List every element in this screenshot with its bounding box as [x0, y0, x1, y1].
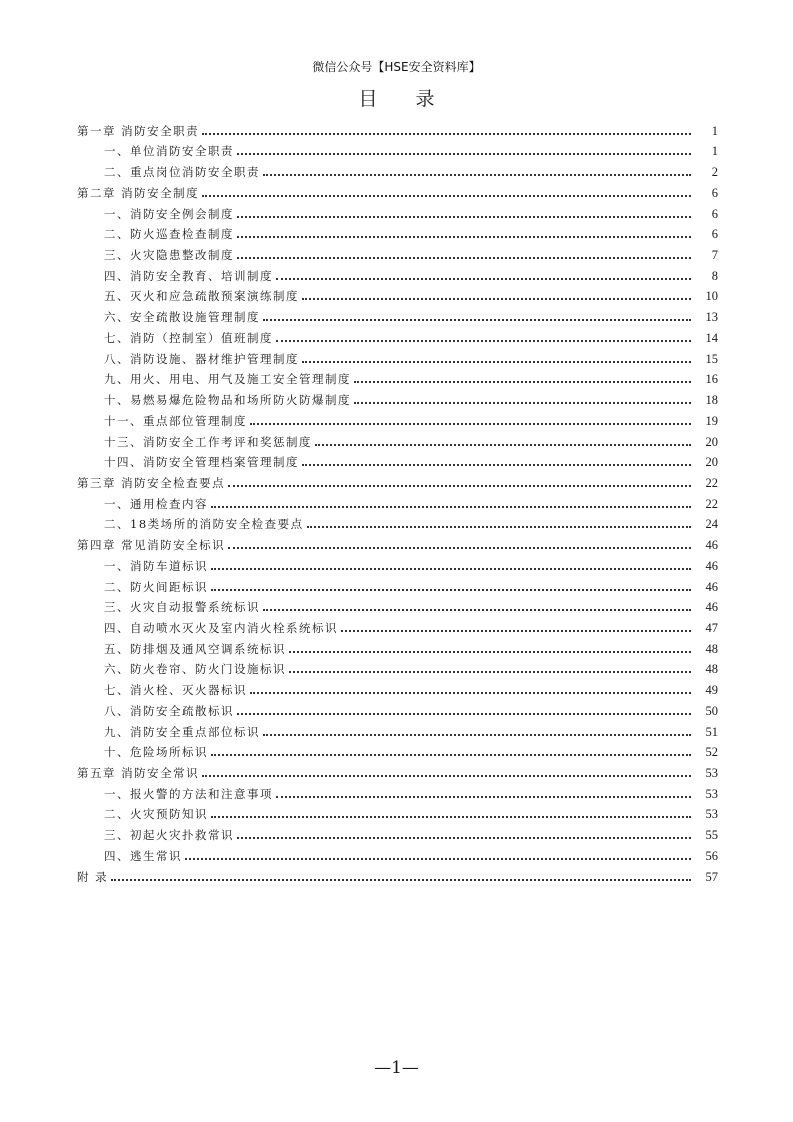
- dot-leader: [354, 381, 691, 383]
- toc-entry-page-number: 22: [705, 475, 718, 490]
- toc-entry-page-number: 46: [705, 579, 718, 594]
- dot-leader: [263, 174, 691, 176]
- dot-leader: [263, 734, 691, 736]
- dot-leader: [263, 319, 691, 321]
- table-of-contents: [77, 118, 718, 885]
- dot-leader: [276, 796, 691, 798]
- toc-entry-label: 一、消防安全例会制度: [104, 206, 234, 221]
- dot-leader: [211, 506, 691, 508]
- toc-entry-page-number: 15: [705, 351, 718, 366]
- dot-leader: [211, 816, 691, 818]
- toc-section-entry[interactable]: [77, 615, 718, 636]
- toc-entry-page-number: 53: [705, 766, 718, 780]
- toc-section-entry[interactable]: [77, 553, 718, 574]
- toc-entry-page-number: 10: [705, 289, 718, 304]
- toc-section-entry[interactable]: [77, 387, 718, 408]
- toc-entry-label: 四、消防安全教育、培训制度: [104, 268, 273, 283]
- toc-section-entry[interactable]: [77, 677, 718, 698]
- toc-entry-page-number: 47: [705, 620, 718, 635]
- toc-entry-page-number: 7: [711, 248, 718, 263]
- toc-entry-label: 七、消防（控制室）值班制度: [104, 330, 273, 345]
- toc-section-entry[interactable]: [77, 429, 718, 450]
- dot-leader: [237, 153, 691, 155]
- toc-entry-label: 五、防排烟及通风空调系统标识: [104, 641, 286, 656]
- toc-entry-label: 附 录: [77, 869, 109, 884]
- toc-section-entry[interactable]: [77, 284, 718, 305]
- dot-leader: [237, 837, 691, 839]
- dot-leader: [302, 361, 691, 363]
- dot-leader: [237, 236, 691, 238]
- toc-entry-label: 一、通用检查内容: [104, 496, 208, 511]
- toc-entry-page-number: 48: [705, 662, 718, 677]
- toc-section-entry[interactable]: [77, 636, 718, 657]
- toc-section-entry[interactable]: [77, 843, 718, 864]
- dot-leader: [202, 775, 691, 777]
- toc-chapter-entry[interactable]: [77, 864, 718, 885]
- toc-entry-page-number: 24: [705, 517, 718, 532]
- dot-leader: [263, 609, 691, 611]
- toc-section-entry[interactable]: [77, 802, 718, 823]
- dot-leader: [276, 278, 691, 280]
- dot-leader: [307, 526, 691, 528]
- toc-entry-label: 二、火灾预防知识: [104, 807, 208, 822]
- toc-entry-label: 二、防火间距标识: [104, 579, 208, 594]
- toc-entry-page-number: 14: [705, 330, 718, 345]
- toc-entry-page-number: 50: [705, 703, 718, 718]
- toc-section-entry[interactable]: [77, 159, 718, 180]
- dot-leader: [276, 340, 691, 342]
- toc-entry-page-number: 8: [711, 268, 718, 283]
- toc-entry-page-number: 46: [705, 600, 718, 615]
- toc-section-entry[interactable]: [77, 263, 718, 284]
- toc-entry-label: 第三章 消防安全检查要点: [77, 475, 226, 490]
- dot-leader: [185, 858, 691, 860]
- toc-entry-page-number: 49: [705, 683, 718, 698]
- page-header: 微信公众号【HSE安全资料库】: [312, 60, 481, 74]
- toc-entry-page-number: 6: [711, 185, 718, 200]
- toc-entry-label: 一、单位消防安全职责: [104, 144, 234, 159]
- dot-leader: [211, 754, 691, 756]
- toc-section-entry[interactable]: [77, 450, 718, 471]
- toc-entry-label: 二、18类场所的消防安全检查要点: [104, 517, 304, 532]
- dot-leader: [289, 651, 691, 653]
- toc-entry-label: 第一章 消防安全职责: [77, 123, 200, 138]
- toc-section-entry[interactable]: [77, 740, 718, 761]
- toc-entry-label: 五、灭火和应急疏散预案演练制度: [104, 289, 299, 304]
- dot-leader: [289, 671, 691, 673]
- toc-entry-label: 九、消防安全重点部位标识: [104, 724, 260, 739]
- toc-chapter-entry[interactable]: [77, 118, 718, 139]
- toc-entry-label: 二、防火巡查检查制度: [104, 227, 234, 242]
- toc-entry-label: 七、消火栓、灭火器标识: [104, 683, 247, 698]
- dot-leader: [211, 568, 691, 570]
- toc-entry-page-number: 19: [705, 413, 718, 428]
- dot-leader: [111, 879, 691, 881]
- toc-section-entry[interactable]: [77, 325, 718, 346]
- toc-entry-label: 四、逃生常识: [104, 848, 182, 863]
- toc-entry-label: 九、用火、用电、用气及施工安全管理制度: [104, 372, 351, 387]
- toc-section-entry[interactable]: [77, 781, 718, 802]
- toc-chapter-entry[interactable]: [77, 470, 718, 491]
- toc-entry-page-number: 1: [711, 123, 718, 138]
- toc-entry-page-number: 13: [705, 310, 718, 325]
- toc-section-entry[interactable]: [77, 408, 718, 429]
- toc-entry-label: 第四章 常见消防安全标识: [77, 538, 226, 553]
- toc-entry-label: 六、安全疏散设施管理制度: [104, 310, 260, 325]
- dot-leader: [228, 485, 691, 487]
- toc-entry-page-number: 53: [705, 786, 718, 801]
- dot-leader: [302, 464, 691, 466]
- toc-section-entry[interactable]: [77, 719, 718, 740]
- toc-section-entry[interactable]: [77, 222, 718, 243]
- toc-entry-label: 三、初起火灾扑救常识: [104, 828, 234, 843]
- page-number: —1—: [374, 1058, 419, 1078]
- toc-section-entry[interactable]: [77, 304, 718, 325]
- toc-entry-label: 六、防火卷帘、防火门设施标识: [104, 662, 286, 677]
- toc-entry-page-number: 55: [705, 828, 718, 843]
- toc-entry-page-number: 6: [711, 206, 718, 221]
- toc-entry-label: 四、自动喷水灭火及室内消火栓系统标识: [104, 620, 338, 635]
- toc-section-entry[interactable]: [77, 367, 718, 388]
- toc-entry-label: 二、重点岗位消防安全职责: [104, 165, 260, 180]
- dot-leader: [250, 423, 691, 425]
- toc-entry-label: 十一、重点部位管理制度: [104, 413, 247, 428]
- toc-entry-page-number: 20: [705, 434, 718, 449]
- toc-section-entry[interactable]: [77, 574, 718, 595]
- dot-leader: [354, 402, 691, 404]
- toc-section-entry[interactable]: [77, 491, 718, 512]
- toc-entry-page-number: 46: [705, 538, 718, 553]
- toc-entry-label: 三、火灾自动报警系统标识: [104, 600, 260, 615]
- dot-leader: [250, 692, 691, 694]
- toc-entry-page-number: 51: [705, 724, 718, 739]
- toc-section-entry[interactable]: [77, 139, 718, 160]
- toc-entry-label: 十三、消防安全工作考评和奖惩制度: [104, 434, 312, 449]
- toc-chapter-entry[interactable]: [77, 532, 718, 553]
- toc-entry-label: 一、报火警的方法和注意事项: [104, 786, 273, 801]
- toc-entry-page-number: 18: [705, 393, 718, 408]
- toc-title: 目 录: [358, 88, 451, 110]
- toc-entry-label: 三、火灾隐患整改制度: [104, 248, 234, 263]
- toc-section-entry[interactable]: [77, 657, 718, 678]
- dot-leader: [341, 630, 691, 632]
- toc-entry-page-number: 2: [711, 165, 718, 180]
- toc-entry-page-number: 57: [705, 869, 718, 884]
- toc-entry-label: 第二章 消防安全制度: [77, 185, 200, 200]
- toc-section-entry[interactable]: [77, 512, 718, 533]
- toc-entry-label: 十、危险场所标识: [104, 745, 208, 760]
- toc-entry-page-number: 16: [705, 372, 718, 387]
- toc-entry-page-number: 53: [705, 807, 718, 822]
- toc-entry-label: 八、消防安全疏散标识: [104, 703, 234, 718]
- dot-leader: [315, 444, 691, 446]
- toc-entry-label: 一、消防车道标识: [104, 558, 208, 573]
- toc-entry-page-number: 1: [711, 144, 718, 159]
- toc-section-entry[interactable]: [77, 698, 718, 719]
- dot-leader: [302, 298, 691, 300]
- toc-entry-label: 第五章 消防安全常识: [77, 766, 200, 780]
- toc-chapter-entry[interactable]: [77, 180, 718, 201]
- dot-leader: [202, 195, 691, 197]
- toc-entry-page-number: 46: [705, 558, 718, 573]
- dot-leader: [211, 589, 691, 591]
- toc-entry-label: 八、消防设施、器材维护管理制度: [104, 351, 299, 366]
- toc-section-entry[interactable]: [77, 201, 718, 222]
- toc-entry-page-number: 6: [711, 227, 718, 242]
- toc-section-entry[interactable]: [77, 822, 718, 843]
- toc-section-entry[interactable]: [77, 346, 718, 367]
- toc-entry-page-number: 56: [705, 848, 718, 863]
- toc-entry-page-number: 52: [705, 745, 718, 760]
- toc-entry-page-number: 22: [705, 496, 718, 511]
- toc-entry-page-number: 20: [705, 455, 718, 470]
- dot-leader: [228, 547, 691, 549]
- toc-entry-label: 十四、消防安全管理档案管理制度: [104, 455, 299, 470]
- toc-entry-label: 十、易燃易爆危险物品和场所防火防爆制度: [104, 393, 351, 408]
- dot-leader: [237, 257, 691, 259]
- toc-section-entry[interactable]: [77, 242, 718, 263]
- toc-entry-page-number: 48: [705, 641, 718, 656]
- dot-leader: [237, 216, 691, 218]
- dot-leader: [237, 713, 691, 715]
- toc-section-entry[interactable]: [77, 595, 718, 616]
- dot-leader: [202, 133, 691, 135]
- toc-chapter-entry[interactable]: [77, 760, 718, 781]
